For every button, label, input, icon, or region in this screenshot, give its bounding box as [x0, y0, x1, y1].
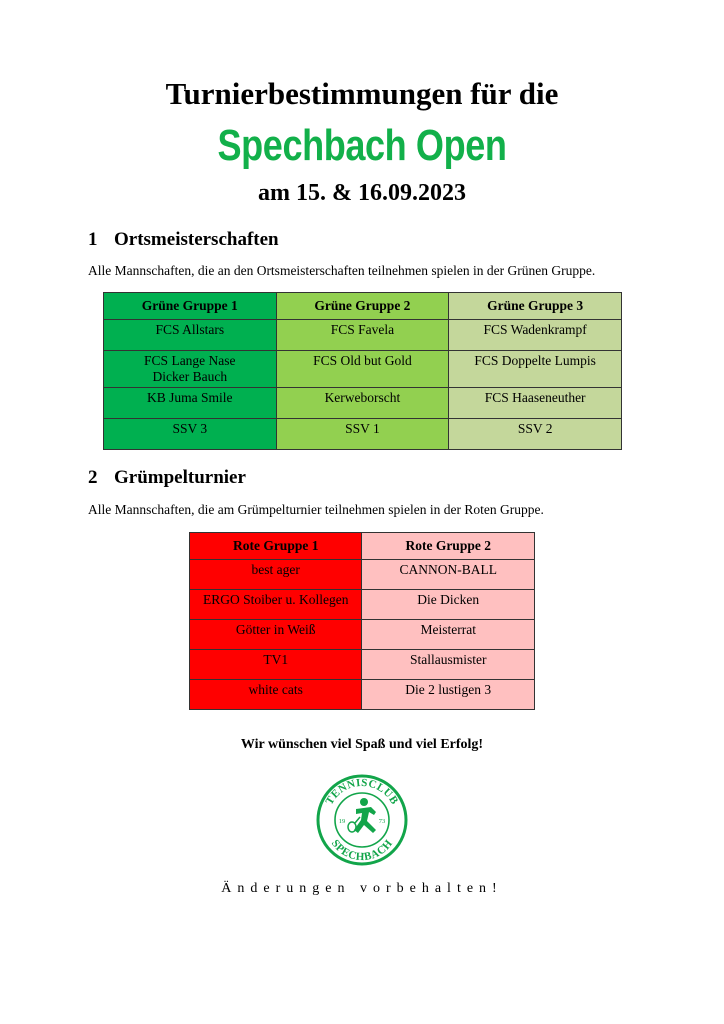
- section-2-number: 2: [88, 467, 98, 488]
- footer-note: Änderungen vorbehalten!: [221, 881, 503, 896]
- section-2-intro: Alle Mannschaften, die am Grümpelturnier teilnehmen spielen in der Roten Gruppe.: [88, 502, 544, 517]
- table-cell: Die 2 lustigen 3: [362, 680, 535, 710]
- red-group-1-header: Rote Gruppe 1: [190, 533, 362, 560]
- section-2-heading: [88, 466, 246, 490]
- logo-top-text: TENNISCLUB: [323, 776, 401, 807]
- table-cell: Meisterrat: [362, 620, 535, 650]
- table-cell: Stallausmister: [362, 650, 535, 680]
- table-cell: white cats: [190, 680, 362, 710]
- table-row: [104, 351, 622, 388]
- green-groups-table: [103, 292, 622, 450]
- table-cell: FCS Doppelte Lumpis: [449, 351, 622, 388]
- table-cell: Götter in Weiß: [190, 620, 362, 650]
- table-row: [190, 590, 535, 620]
- table-cell: FCS Old but Gold: [276, 351, 449, 388]
- section-1-intro: Alle Mannschaften, die an den Ortsmeisterschaften teilnehmen spielen in der Grünen Gruppe.: [88, 263, 596, 278]
- table-cell: Kerweborscht: [276, 388, 449, 419]
- table-cell: SSV 1: [276, 419, 449, 450]
- club-logo: [316, 774, 408, 866]
- green-group-1-header: Grüne Gruppe 1: [104, 293, 277, 320]
- table-cell: FCS Favela: [276, 320, 449, 351]
- table-row: [190, 680, 535, 710]
- table-cell: Die Dicken: [362, 590, 535, 620]
- red-group-2-header: Rote Gruppe 2: [362, 533, 535, 560]
- green-group-3-header: Grüne Gruppe 3: [449, 293, 622, 320]
- section-1-title: Ortsmeisterschaften: [114, 229, 279, 250]
- section-2-title: Grümpelturnier: [114, 467, 246, 488]
- section-1-heading: [88, 228, 279, 252]
- table-cell: ERGO Stoiber u. Kollegen: [190, 590, 362, 620]
- table-header-row: [190, 533, 535, 560]
- table-row: [104, 419, 622, 450]
- table-cell: KB Juma Smile: [104, 388, 277, 419]
- closing-message: Wir wünschen viel Spaß und viel Erfolg!: [240, 737, 484, 752]
- green-group-2-header: Grüne Gruppe 2: [276, 293, 449, 320]
- table-cell: best ager: [190, 560, 362, 590]
- section-1-number: 1: [88, 229, 98, 250]
- table-cell: FCS Wadenkrampf: [449, 320, 622, 351]
- table-row: [190, 560, 535, 590]
- table-cell: FCS Lange Nase Dicker Bauch: [104, 351, 277, 388]
- table-header-row: [104, 293, 622, 320]
- table-row: [104, 388, 622, 419]
- event-date: am 15. & 16.09.2023: [258, 180, 466, 206]
- table-cell: FCS Allstars: [104, 320, 277, 351]
- table-row: [190, 650, 535, 680]
- table-cell: TV1: [190, 650, 362, 680]
- red-groups-table: [189, 532, 535, 710]
- table-cell: SSV 3: [104, 419, 277, 450]
- table-row: [104, 320, 622, 351]
- table-row: [190, 620, 535, 650]
- table-cell: FCS Haaseneuther: [449, 388, 622, 419]
- table-cell: CANNON-BALL: [362, 560, 535, 590]
- logo-bottom-text: SPECHBACH: [328, 837, 396, 864]
- event-name: Spechbach Open: [217, 121, 507, 170]
- logo-year-right: 73: [378, 818, 386, 825]
- title-line-1: Turnierbestimmungen für die: [165, 76, 559, 111]
- table-cell: SSV 2: [449, 419, 622, 450]
- logo-year-left: 19: [338, 818, 346, 825]
